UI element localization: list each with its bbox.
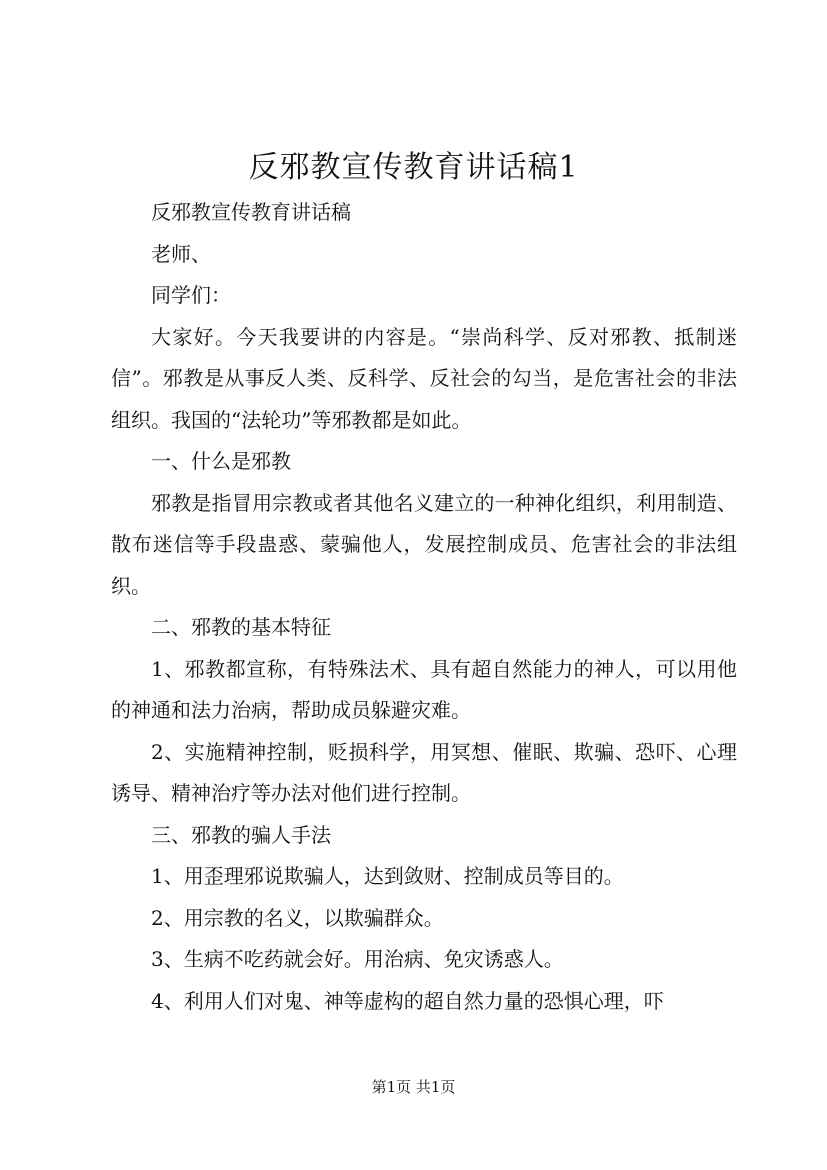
paragraph-feature-1: 1、邪教都宣称，有特殊法术、具有超自然能力的神人，可以用他的神通和法力治病，帮助成员躲避灾难。	[111, 656, 737, 722]
paragraph-feature-2: 2、实施精神控制，贬损科学，用冥想、催眠、欺骗、恐吓、心理诱导、精神治疗等办法对他们进行控制。	[111, 739, 737, 805]
section-heading-methods: 三、邪教的骗人手法	[151, 822, 331, 847]
paragraph-method-4: 4、利用人们对鬼、神等虚构的超自然力量的恐惧心理，吓	[151, 988, 664, 1013]
page-title: 反邪教宣传教育讲话稿1	[248, 150, 579, 185]
paragraph-subtitle: 反邪教宣传教育讲话稿	[151, 200, 351, 224]
paragraph-salutation-students: 同学们：	[151, 283, 231, 307]
document-body	[111, 192, 737, 1022]
paragraph-intro: 大家好。今天我要讲的内容是。“崇尚科学、反对邪教、抵制迷信”。邪教是从事反人类、反科学、反社会的勾当，是危害社会的非法组织。我国的“法轮功”等邪教都是如此。	[111, 324, 737, 432]
section-heading-features: 二、邪教的基本特征	[151, 615, 331, 639]
paragraph-method-2: 2、用宗教的名义，以欺骗群众。	[151, 905, 444, 930]
paragraph-definition: 邪教是指冒用宗教或者其他名义建立的一种神化组织，利用制造、散布迷信等手段蛊惑、蒙骗他人，发展控制成员、危害社会的非法组织。	[111, 490, 737, 598]
paragraph-method-1: 1、用歪理邪说欺骗人，达到敛财、控制成员等目的。	[151, 864, 624, 888]
page-footer: 第1页 共1页	[371, 1078, 456, 1096]
paragraph-method-3: 3、生病不吃药就会好。用治病、免灾诱惑人。	[151, 947, 564, 971]
section-heading-definition: 一、什么是邪教	[151, 449, 291, 473]
paragraph-salutation-teachers: 老师、	[151, 241, 211, 266]
